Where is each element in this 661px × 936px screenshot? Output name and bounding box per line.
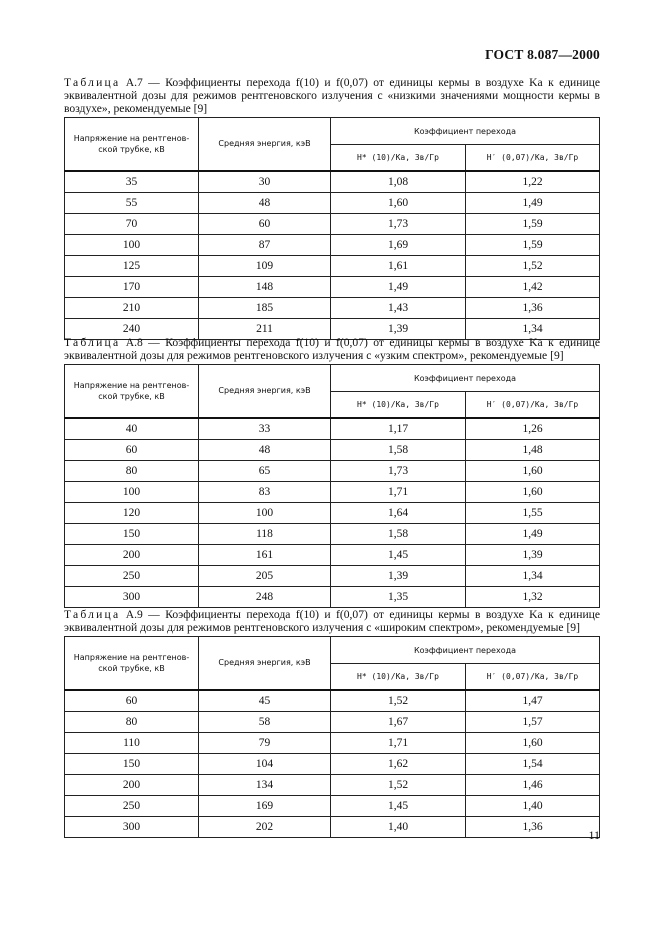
table-cell: 60: [65, 690, 199, 712]
table-cell: 100: [65, 234, 199, 255]
table-row: [65, 711, 600, 732]
table-row: [65, 213, 600, 234]
table-cell: 1,54: [466, 753, 600, 774]
table-cell: 1,36: [466, 297, 600, 318]
table-cell: 60: [65, 439, 199, 460]
table-cell: 1,58: [331, 439, 466, 460]
header-coefficient: Коэффициент перехода: [331, 118, 600, 145]
table-cell: 48: [199, 439, 331, 460]
table-cell: 87: [199, 234, 331, 255]
header-h007: H′ (0,07)/Ka, Зв/Гр: [466, 664, 600, 690]
table-row: [65, 795, 600, 816]
table-cell: 30: [199, 171, 331, 193]
table-cell: 1,43: [331, 297, 466, 318]
table-cell: 55: [65, 192, 199, 213]
table-cell: 169: [199, 795, 331, 816]
table-cell: 33: [199, 418, 331, 440]
table-cell: 125: [65, 255, 199, 276]
table-cell: 1,39: [331, 318, 466, 339]
page-number: 11: [588, 828, 600, 842]
table-cell: 200: [65, 544, 199, 565]
table-cell: 1,47: [466, 690, 600, 712]
table-cell: 248: [199, 586, 331, 607]
table-cell: 80: [65, 460, 199, 481]
table-cell: 150: [65, 523, 199, 544]
table-cell: 65: [199, 460, 331, 481]
table-cell: 1,61: [331, 255, 466, 276]
table-cell: 205: [199, 565, 331, 586]
table-cell: 1,60: [466, 460, 600, 481]
table-cell: 134: [199, 774, 331, 795]
header-energy: Средняя энергия, кэВ: [199, 637, 331, 690]
header-voltage: Напряжение на рентгенов-ской трубке, кВ: [65, 365, 199, 418]
table-cell: 1,52: [331, 774, 466, 795]
table-row: [65, 439, 600, 460]
table-cell: 300: [65, 586, 199, 607]
document-header: ГОСТ 8.087—2000: [485, 47, 600, 62]
table-cell: 1,64: [331, 502, 466, 523]
table-cell: 1,26: [466, 418, 600, 440]
table-cell: 1,52: [466, 255, 600, 276]
table-cell: 1,17: [331, 418, 466, 440]
table-row: [65, 171, 600, 193]
table-cell: 1,42: [466, 276, 600, 297]
table-row: [65, 586, 600, 607]
table-cell: 48: [199, 192, 331, 213]
table-cell: 210: [65, 297, 199, 318]
table-cell: 1,60: [466, 481, 600, 502]
table-cell: 70: [65, 213, 199, 234]
table-cell: 110: [65, 732, 199, 753]
header-energy: Средняя энергия, кэВ: [199, 365, 331, 418]
table-row: [65, 690, 600, 712]
table-cell: 1,60: [466, 732, 600, 753]
table-cell: 1,22: [466, 171, 600, 193]
table-cell: 1,73: [331, 460, 466, 481]
table-caption-text: А.8 — Коэффициенты перехода f(10) и f(0,07) от единицы кермы в воздухе Ka к единице эквивалентной дозы для режимов рентгеновского излучения с «узким спектром», рекомендуемые [9]: [64, 336, 600, 362]
table-row: [65, 192, 600, 213]
table-cell: 120: [65, 502, 199, 523]
table-label: Таблица: [64, 336, 121, 349]
table-caption-text: А.9 — Коэффициенты перехода f(10) и f(0,07) от единицы кермы в воздухе Ka к единице эквивалентной дозы для режимов рентгеновского излучения с «широким спектром», рекомендуемые [9]: [64, 608, 600, 634]
table-cell: 250: [65, 565, 199, 586]
header-h10: H* (10)/Ka, Зв/Гр: [331, 392, 466, 418]
table-label: Таблица: [64, 608, 121, 621]
table-cell: 1,32: [466, 586, 600, 607]
table-cell: 150: [65, 753, 199, 774]
table-cell: 1,34: [466, 318, 600, 339]
table-cell: 1,67: [331, 711, 466, 732]
table-cell: 1,45: [331, 795, 466, 816]
table-cell: 35: [65, 171, 199, 193]
header-h10: H* (10)/Ka, Зв/Гр: [331, 145, 466, 171]
table-cell: 1,55: [466, 502, 600, 523]
table-cell: 161: [199, 544, 331, 565]
table-cell: 1,36: [466, 816, 600, 837]
table-cell: 240: [65, 318, 199, 339]
table-cell: 104: [199, 753, 331, 774]
table-caption: [64, 336, 600, 362]
table-cell: 1,60: [331, 192, 466, 213]
header-h007: H′ (0,07)/Ka, Зв/Гр: [466, 145, 600, 171]
table-cell: 1,08: [331, 171, 466, 193]
table-row: [65, 732, 600, 753]
table-cell: 1,49: [466, 192, 600, 213]
header-coefficient: Коэффициент перехода: [331, 365, 600, 392]
table-row: [65, 481, 600, 502]
table-cell: 1,52: [331, 690, 466, 712]
table-row: [65, 774, 600, 795]
data-table: [64, 636, 600, 838]
table-cell: 148: [199, 276, 331, 297]
table-cell: 1,40: [331, 816, 466, 837]
table-cell: 1,57: [466, 711, 600, 732]
table-cell: 170: [65, 276, 199, 297]
table-row: [65, 565, 600, 586]
table-row: [65, 816, 600, 837]
table-cell: 83: [199, 481, 331, 502]
table-label: Таблица: [64, 76, 121, 89]
table-cell: 109: [199, 255, 331, 276]
table-cell: 60: [199, 213, 331, 234]
table-cell: 202: [199, 816, 331, 837]
table-cell: 45: [199, 690, 331, 712]
data-table: [64, 364, 600, 608]
table-row: [65, 234, 600, 255]
table-row: [65, 297, 600, 318]
table-row: [65, 502, 600, 523]
table-cell: 1,35: [331, 586, 466, 607]
table-cell: 80: [65, 711, 199, 732]
table-cell: 300: [65, 816, 199, 837]
table-cell: 185: [199, 297, 331, 318]
header-energy: Средняя энергия, кэВ: [199, 118, 331, 171]
table-cell: 1,39: [466, 544, 600, 565]
table-cell: 1,46: [466, 774, 600, 795]
table-cell: 40: [65, 418, 199, 440]
table-row: [65, 255, 600, 276]
table-row: [65, 523, 600, 544]
table-cell: 250: [65, 795, 199, 816]
header-voltage: Напряжение на рентгенов-ской трубке, кВ: [65, 637, 199, 690]
table-cell: 1,49: [331, 276, 466, 297]
table-cell: 1,71: [331, 732, 466, 753]
table-cell: 1,58: [331, 523, 466, 544]
table-row: [65, 544, 600, 565]
header-h007: H′ (0,07)/Ka, Зв/Гр: [466, 392, 600, 418]
table-cell: 211: [199, 318, 331, 339]
table-cell: 1,49: [466, 523, 600, 544]
table-cell: 1,39: [331, 565, 466, 586]
table-cell: 200: [65, 774, 199, 795]
header-h10: H* (10)/Ka, Зв/Гр: [331, 664, 466, 690]
data-table: [64, 117, 600, 340]
table-cell: 1,73: [331, 213, 466, 234]
table-caption: [64, 76, 600, 115]
header-coefficient: Коэффициент перехода: [331, 637, 600, 664]
table-cell: 118: [199, 523, 331, 544]
table-cell: 58: [199, 711, 331, 732]
table-row: [65, 418, 600, 440]
table-row: [65, 276, 600, 297]
table-cell: 100: [199, 502, 331, 523]
table-cell: 1,45: [331, 544, 466, 565]
table-caption: [64, 608, 600, 634]
table-cell: 1,59: [466, 213, 600, 234]
table-cell: 1,62: [331, 753, 466, 774]
table-cell: 1,69: [331, 234, 466, 255]
table-cell: 79: [199, 732, 331, 753]
table-cell: 1,34: [466, 565, 600, 586]
table-cell: 1,40: [466, 795, 600, 816]
table-cell: 1,71: [331, 481, 466, 502]
table-row: [65, 460, 600, 481]
table-cell: 100: [65, 481, 199, 502]
header-voltage: Напряжение на рентгенов-ской трубке, кВ: [65, 118, 199, 171]
table-cell: 1,59: [466, 234, 600, 255]
table-caption-text: А.7 — Коэффициенты перехода f(10) и f(0,07) от единицы кермы в воздухе Ka к единице эквивалентной дозы для режимов рентгеновского излучения с «низкими значениями мощности кермы в воздухе», рекомендуемые [9]: [64, 76, 600, 115]
table-row: [65, 753, 600, 774]
table-cell: 1,48: [466, 439, 600, 460]
